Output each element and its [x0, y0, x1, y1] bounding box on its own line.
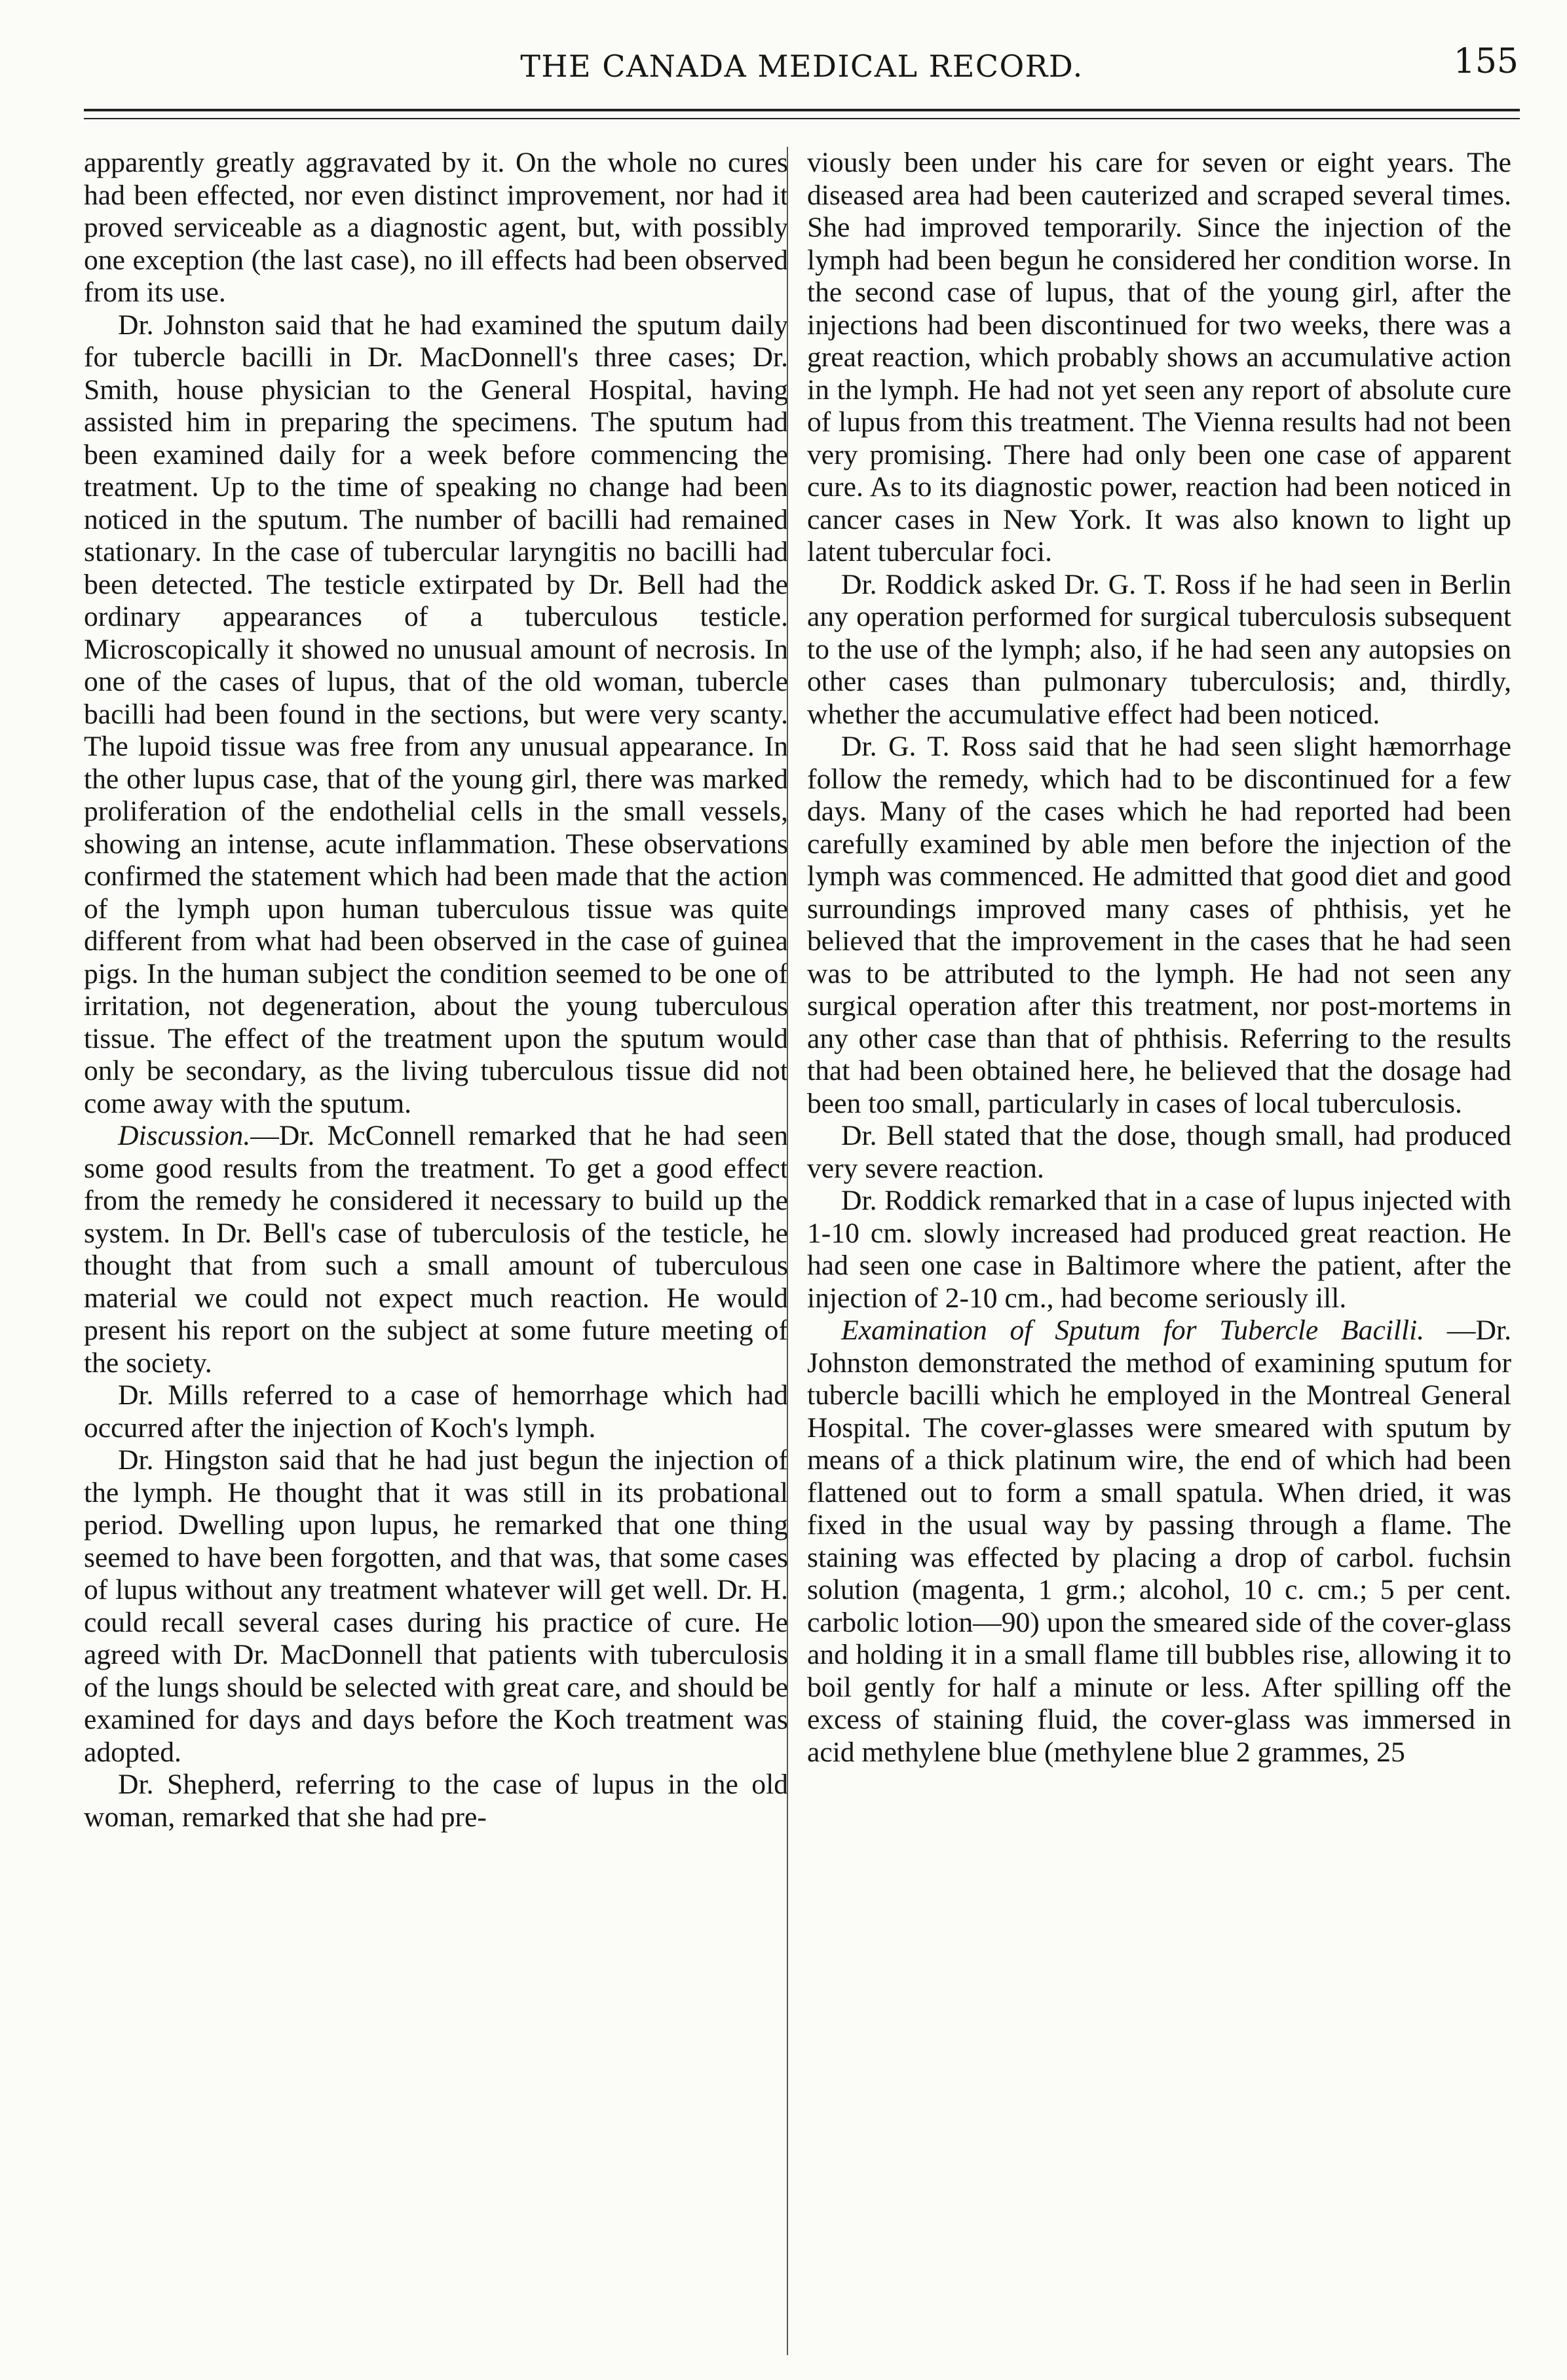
header-rule-secondary — [84, 118, 1520, 119]
paragraph-text: viously been under his care for seven or eight years. The diseased area had been cauterized and scraped several times. She had improved temporarily. Since the injection of the lymph had been begun he considered her condition worse. In the second case of lupus, that of the young girl, after the injections had been discontinued for two weeks, there was a great reaction, which probably shows an accumulative action in the lymph. He had not yet seen any report of absolute cure of lupus from this treatment. The Vienna results had not been very promising. There had only been one case of apparent cure. As to its diagnostic power, reaction had been noticed in cancer cases in New York. It was also known to light up latent tubercular foci. — [807, 147, 1511, 567]
left-column — [84, 147, 788, 1833]
page-header — [85, 42, 1519, 101]
paragraph — [84, 1769, 788, 1833]
paragraph — [807, 731, 1511, 1120]
paragraph-text: Dr. Roddick asked Dr. G. T. Ross if he had seen in Berlin any operation performed for surgical tuberculosis subsequent to the use of the lymph; also, if he had seen any autopsies on other cases than pulmonary tuberculosis; and, thirdly, whether the accumulative effect had been noticed. — [807, 568, 1511, 730]
paragraph — [84, 1444, 788, 1769]
paragraph — [84, 147, 788, 309]
column-divider — [787, 147, 788, 2355]
journal-title: THE CANADA MEDICAL RECORD. — [520, 48, 1084, 84]
paragraph-text: Dr. Bell stated that the dose, though small, had produced very severe reaction. — [807, 1120, 1511, 1184]
paragraph-text: Dr. Roddick remarked that in a case of lupus injected with 1-10 cm. slowly increased had produced great reaction. He had seen one case in Baltimore where the patient, after the injection of 2-10 cm., had become seriously ill. — [807, 1185, 1511, 1314]
paragraph-heading: Discussion. — [118, 1120, 251, 1151]
paragraph-heading: Examination of Sputum for Tubercle Bacilli. — [841, 1315, 1425, 1346]
paragraph — [807, 1185, 1511, 1315]
paragraph — [84, 1120, 788, 1379]
paragraph — [807, 1120, 1511, 1185]
paragraph-text: Dr. Mills referred to a case of hemorrhage which had occurred after the injection of Koch's lymph. — [84, 1379, 788, 1444]
paragraph — [84, 309, 788, 1121]
paragraph-text: Dr. Hingston said that he had just begun the injection of the lymph. He thought that it was still in its probational period. Dwelling upon lupus, he remarked that one thing seemed to have been forgotten, and that was, that some cases of lupus without any treatment whatever will get well. Dr. H. could recall several cases during his practice of cure. He agreed with Dr. MacDonnell that patients with tuberculosis of the lungs should be selected with great care, and should be examined for days and days before the Koch treatment was adopted. — [84, 1444, 788, 1768]
paragraph-text: Dr. G. T. Ross said that he had seen slight hæmorrhage follow the remedy, which had to be discontinued for a few days. Many of the cases which he had reported had been carefully examined by able men before the injection of the lymph was commenced. He admitted that good diet and good surroundings improved many cases of phthisis, yet he believed that the improvement in the cases that he had seen was to be attributed to the lymph. He had not seen any surgical operation after this treatment, nor post-mortems in any other case than that of phthisis. Referring to the results that had been obtained here, he believed that the dosage had been too small, particularly in cases of local tuberculosis. — [807, 731, 1511, 1119]
paragraph-text: apparently greatly aggravated by it. On the whole no cures had been effected, nor even distinct improvement, nor had it proved serviceable as a diagnostic agent, but, with possibly one exception (the last case), no ill effects had been observed from its use. — [84, 147, 788, 308]
paragraph-text: Dr. Shepherd, referring to the case of lupus in the old woman, remarked that she had pre- — [84, 1769, 788, 1833]
paragraph — [807, 569, 1511, 731]
header-rule — [84, 109, 1520, 111]
paragraph — [84, 1379, 788, 1444]
paragraph — [807, 1315, 1511, 1769]
paragraph — [807, 147, 1511, 569]
page-number: 155 — [1453, 42, 1519, 81]
paragraph-text: —Dr. Johnston demonstrated the method of examining sputum for tubercle bacilli which he employed in the Montreal General Hospital. The cover-glasses were smeared with sputum by means of a thick platinum wire, the end of which had been flattened out to form a small spatula. When dried, it was fixed in the usual way by passing through a flame. The staining was effected by placing a drop of carbol. fuchsin solution (magenta, 1 grm.; alcohol, 10 c. cm.; 5 per cent. carbolic lotion—90) upon the smeared side of the cover-glass and holding it in a small flame till bubbles rise, allowing it to boil gently for half a minute or less. After spilling off the excess of staining fluid, the cover-glass was immersed in acid methylene blue (methylene blue 2 grammes, 25 — [807, 1315, 1511, 1768]
paragraph-text: Dr. Johnston said that he had examined the sputum daily for tubercle bacilli in Dr. MacDonnell's three cases; Dr. Smith, house physician to the General Hospital, having assisted him in preparing the specimens. The sputum had been examined daily for a week before commencing the treatment. Up to the time of speaking no change had been noticed in the sputum. The number of bacilli had remained stationary. In the case of tubercular laryngitis no bacilli had been detected. The testicle extirpated by Dr. Bell had the ordinary appearances of a tuberculous testicle. Microscopically it showed no unusual amount of necrosis. In one of the cases of lupus, that of the old woman, tubercle bacilli had been found in the sections, but were very scanty. The lupoid tissue was free from any unusual appearance. In the other lupus case, that of the young girl, there was marked proliferation of the endothelial cells in the small vessels, showing an intense, acute inflammation. These observations confirmed the statement which had been made that the action of the lymph upon human tuberculous tissue was quite different from what had been observed in the case of guinea pigs. In the human subject the condition seemed to be one of irritation, not degeneration, about the young tuberculous tissue. The effect of the treatment upon the sputum would only be secondary, as the living tuberculous tissue did not come away with the sputum. — [84, 309, 788, 1119]
right-column — [807, 147, 1511, 1769]
paragraph-text: —Dr. McConnell remarked that he had seen some good results from the treatment. To get a good effect from the remedy he considered it necessary to build up the system. In Dr. Bell's case of tuberculosis of the testicle, he thought that from such a small amount of tuberculous material we could not expect much reaction. He would present his report on the subject at some future meeting of the society. — [84, 1120, 788, 1379]
